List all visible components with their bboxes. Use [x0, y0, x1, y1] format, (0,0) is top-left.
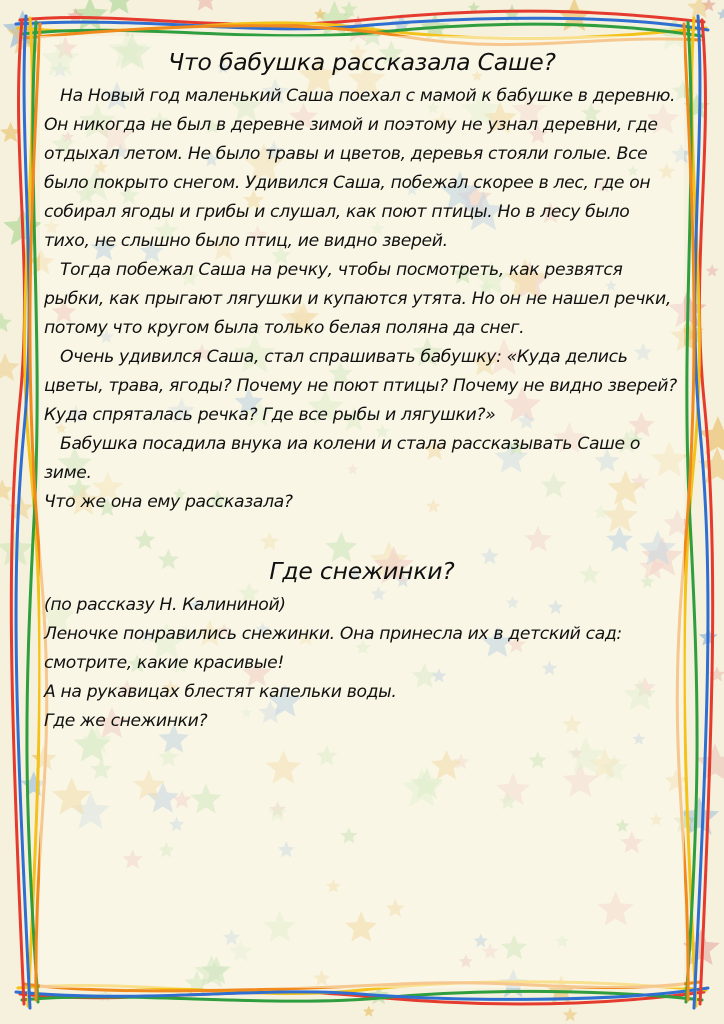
story2-line-2: А на рукавицах блестят капельки воды. [44, 682, 397, 702]
story2-source: (по рассказу Н. Калининой) [44, 595, 286, 615]
story1-question: Что же она ему рассказала? [44, 492, 293, 512]
story1-paragraph-2: Тогда побежал Саша на речку, чтобы посмотреть, как резвятся рыбки, как прыгают лягушки и купаются утята. Но он не нашел речки, потому что кругом была только белая поляна да снег. [44, 260, 671, 338]
story2-line-1: Леночке понравились снежинки. Она принесла их в детский сад: смотрите, какие красивые! [44, 624, 622, 673]
story2-line-3: Где же снежинки? [44, 711, 208, 731]
section-spacer [44, 517, 680, 549]
document-content [44, 42, 680, 736]
story1-paragraph-3: Очень удивился Саша, стал спрашивать бабушку: «Куда делись цветы, трава, ягоды? Почему не поют птицы? Почему не видно зверей? Куда спряталась речка? Где все рыбы и лягушки?» [44, 347, 677, 425]
story1-paragraph-4: Бабушка посадила внука иа колени и стала рассказывать Саше о зиме. [44, 434, 641, 483]
story2-title: Где снежинки? [269, 557, 455, 585]
story1-paragraph-1: На Новый год маленький Саша поехал с мамой к бабушке в деревню. Он никогда не был в деревне зимой и поэтому не узнал деревни, где отдыхал летом. Не было травы и цветов, деревья стояли голые. Все было покрыто снегом. Удивился Саша, побежал скорее в лес, где он собирал ягоды и грибы и слушал, как поют птицы. Но в лесу было тихо, не слышно было птиц, ие видно зверей. [44, 86, 676, 251]
story1-title: Что бабушка рассказала Саше? [168, 48, 556, 76]
